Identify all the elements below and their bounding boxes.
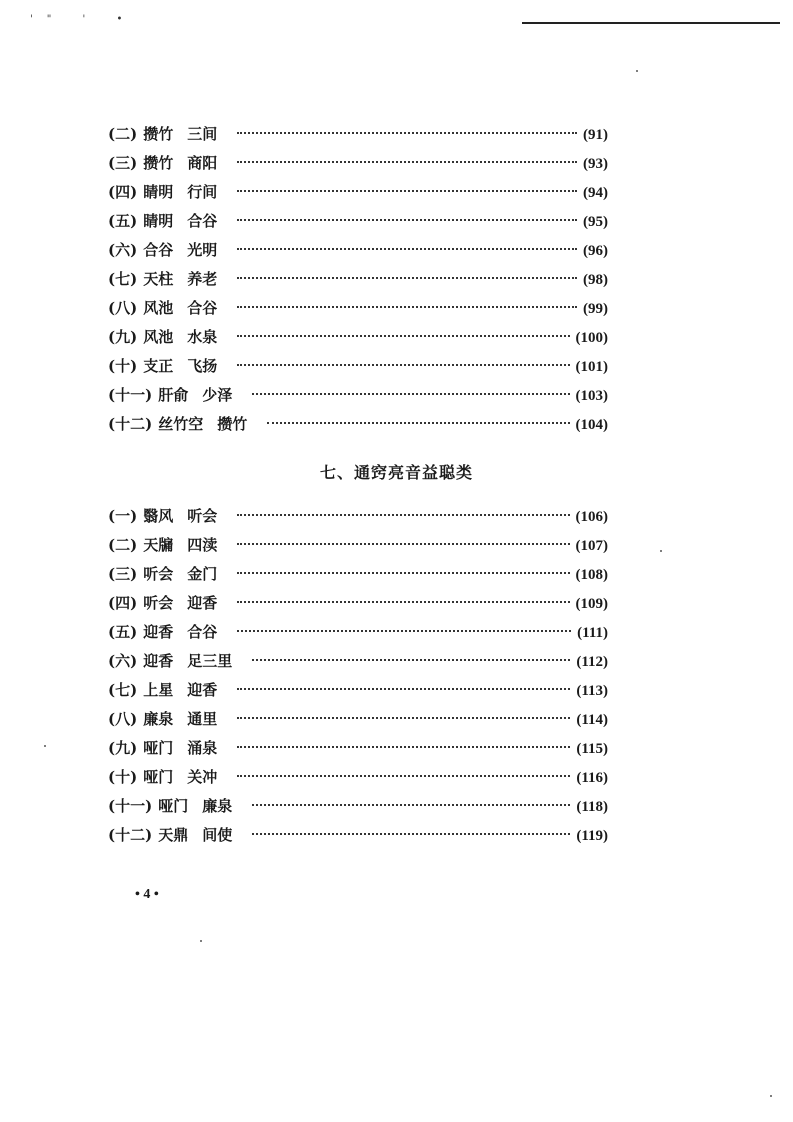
toc-entry-page: (91) (583, 127, 608, 143)
acupoint-name: 哑门 (143, 768, 174, 786)
toc-entry-number: (二) (108, 125, 138, 143)
toc-entry-points (143, 149, 231, 178)
toc-entry-page: (118) (576, 799, 608, 815)
acupoint-name: 金门 (187, 565, 218, 583)
toc-entry-page: (96) (583, 243, 608, 259)
dot-leader (237, 514, 569, 516)
acupoint-name: 哑门 (143, 739, 174, 757)
acupoint-name: 迎香 (187, 681, 218, 699)
toc-entry-page: (98) (583, 272, 608, 288)
toc-entry-page: (93) (583, 156, 608, 172)
acupoint-name: 迎香 (143, 652, 174, 670)
toc-entry (108, 352, 608, 381)
toc-entry-points (143, 531, 231, 560)
acupoint-name: 商阳 (187, 154, 218, 172)
dot-leader (237, 630, 571, 632)
toc-entry-points (143, 207, 231, 236)
acupoint-name: 风池 (143, 328, 174, 346)
acupoint-name: 少泽 (202, 386, 233, 404)
scan-speck (660, 550, 662, 552)
acupoint-name: 天牖 (143, 536, 174, 554)
toc-entry-page: (101) (575, 359, 608, 375)
toc-entry-number: (八) (108, 299, 138, 317)
toc-entry-number: (六) (108, 241, 138, 259)
acupoint-name: 迎香 (187, 594, 218, 612)
toc-entry (108, 381, 608, 410)
dot-leader (237, 572, 569, 574)
toc-entry-page: (103) (575, 388, 608, 404)
toc-entry-number: (十二) (108, 826, 153, 844)
toc-entry-number: (四) (108, 183, 138, 201)
toc-entry-number: (六) (108, 652, 138, 670)
toc-entry-page: (111) (577, 625, 608, 641)
acupoint-name: 飞扬 (187, 357, 218, 375)
acupoint-name: 间使 (202, 826, 233, 844)
acupoint-name: 肝俞 (158, 386, 189, 404)
page-number: • 4 • (135, 887, 159, 902)
dot-leader (237, 688, 570, 690)
acupoint-name: 天鼎 (158, 826, 189, 844)
toc-entry-page: (104) (575, 417, 608, 433)
scan-speck (770, 1095, 772, 1097)
toc-entry-number: (七) (108, 681, 138, 699)
acupoint-name: 光明 (187, 241, 218, 259)
toc-entry-page: (113) (576, 683, 608, 699)
dot-leader (237, 190, 577, 192)
acupoint-name: 听会 (143, 565, 174, 583)
acupoint-name: 合谷 (187, 299, 218, 317)
toc-entry (108, 236, 608, 265)
acupoint-name: 攒竹 (217, 415, 248, 433)
toc-entry (108, 265, 608, 294)
toc-entry (108, 821, 608, 850)
acupoint-name: 攒竹 (143, 125, 174, 143)
toc-entry (108, 792, 608, 821)
toc-entry (108, 410, 608, 439)
toc-entry-points (143, 618, 231, 647)
toc-entry-page: (95) (583, 214, 608, 230)
acupoint-name: 涌泉 (187, 739, 218, 757)
acupoint-name: 睛明 (143, 183, 174, 201)
acupoint-name: 合谷 (143, 241, 174, 259)
acupoint-name: 翳风 (143, 507, 174, 525)
toc-entry-number: (二) (108, 536, 138, 554)
toc-entry-number: (四) (108, 594, 138, 612)
toc-entry-points (158, 410, 261, 439)
section-title: 七、通窍亮音益聪类 (319, 463, 473, 482)
scan-speck (200, 940, 202, 942)
toc-entry-points (158, 381, 246, 410)
dot-leader (237, 248, 577, 250)
toc-entry (108, 589, 608, 618)
acupoint-name: 关冲 (187, 768, 218, 786)
toc-entry-page: (115) (576, 741, 608, 757)
toc-entry (108, 120, 608, 149)
scan-speck (44, 745, 46, 747)
dot-leader (237, 775, 570, 777)
toc-entry-points (143, 734, 231, 763)
dot-leader (237, 132, 577, 134)
toc-entry-points (143, 120, 231, 149)
toc-entry-page: (100) (575, 330, 608, 346)
toc-entry-points (143, 502, 231, 531)
toc-entry-number: (十) (108, 357, 138, 375)
toc-entry-points (143, 647, 246, 676)
scan-marks: '" ' • (30, 14, 137, 25)
dot-leader (237, 161, 577, 163)
toc-entry-number: (九) (108, 739, 138, 757)
toc-entry-points (143, 763, 231, 792)
toc-entry-page: (106) (575, 509, 608, 525)
toc-entry-points (143, 560, 231, 589)
toc-entry (108, 531, 608, 560)
toc-entry-number: (九) (108, 328, 138, 346)
toc-entry-points (143, 178, 231, 207)
toc-entry (108, 676, 608, 705)
header-rule (522, 22, 780, 24)
toc-entry-number: (一) (108, 507, 138, 525)
acupoint-name: 支正 (143, 357, 174, 375)
acupoint-name: 迎香 (143, 623, 174, 641)
toc-entry-number: (五) (108, 623, 138, 641)
acupoint-name: 哑门 (158, 797, 189, 815)
toc-entry-page: (107) (575, 538, 608, 554)
toc-entry (108, 560, 608, 589)
acupoint-name: 合谷 (187, 623, 218, 641)
dot-leader (237, 335, 569, 337)
dot-leader (237, 543, 569, 545)
toc-entry (108, 618, 608, 647)
toc-entry-points (143, 265, 231, 294)
toc-entry-points (143, 236, 231, 265)
toc-entry-points (143, 352, 231, 381)
toc-entry-page: (99) (583, 301, 608, 317)
toc-entry-number: (五) (108, 212, 138, 230)
acupoint-name: 三间 (187, 125, 218, 143)
toc-entry (108, 207, 608, 236)
toc-entry (108, 323, 608, 352)
acupoint-name: 通里 (187, 710, 218, 728)
toc-entry-number: (三) (108, 565, 138, 583)
toc-entry (108, 294, 608, 323)
dot-leader (237, 277, 577, 279)
acupoint-name: 足三里 (187, 652, 233, 670)
toc-entry-points (143, 705, 231, 734)
toc-entry-number: (十) (108, 768, 138, 786)
acupoint-name: 四渎 (187, 536, 218, 554)
toc-entry-page: (116) (576, 770, 608, 786)
dot-leader (237, 364, 569, 366)
dot-leader (237, 717, 570, 719)
toc-list-section7 (108, 502, 608, 850)
toc-entry-number: (三) (108, 154, 138, 172)
toc-entry-number: (八) (108, 710, 138, 728)
acupoint-name: 廉泉 (202, 797, 233, 815)
toc-entry (108, 502, 608, 531)
acupoint-name: 水泉 (187, 328, 218, 346)
toc-entry-page: (112) (576, 654, 608, 670)
acupoint-name: 廉泉 (143, 710, 174, 728)
dot-leader (267, 422, 569, 424)
toc-entry (108, 149, 608, 178)
dot-leader (237, 746, 570, 748)
toc-entry (108, 705, 608, 734)
acupoint-name: 养老 (187, 270, 218, 288)
acupoint-name: 行间 (187, 183, 218, 201)
acupoint-name: 丝竹空 (158, 415, 204, 433)
acupoint-name: 攒竹 (143, 154, 174, 172)
acupoint-name: 睛明 (143, 212, 174, 230)
acupoint-name: 风池 (143, 299, 174, 317)
toc-entry-page: (108) (575, 567, 608, 583)
toc-entry (108, 734, 608, 763)
toc-entry-points (143, 589, 231, 618)
toc-entry-points (158, 821, 246, 850)
dot-leader (252, 804, 570, 806)
toc-entry-page: (109) (575, 596, 608, 612)
toc-entry-points (143, 676, 231, 705)
acupoint-name: 合谷 (187, 212, 218, 230)
toc-entry (108, 178, 608, 207)
dot-leader (252, 393, 569, 395)
toc-entry (108, 647, 608, 676)
toc-entry-number: (十一) (108, 797, 153, 815)
dot-leader (252, 833, 570, 835)
toc-entry-page: (119) (576, 828, 608, 844)
acupoint-name: 天柱 (143, 270, 174, 288)
toc-entry-page: (114) (576, 712, 608, 728)
acupoint-name: 听会 (143, 594, 174, 612)
dot-leader (252, 659, 570, 661)
toc-entry-points (143, 323, 231, 352)
toc-entry-points (158, 792, 246, 821)
toc-list-group1 (108, 120, 608, 439)
acupoint-name: 听会 (187, 507, 218, 525)
toc-entry-points (143, 294, 231, 323)
scan-speck (636, 70, 638, 72)
toc-entry-number: (七) (108, 270, 138, 288)
toc-entry-number: (十二) (108, 415, 153, 433)
toc-entry-page: (94) (583, 185, 608, 201)
toc-entry (108, 763, 608, 792)
acupoint-name: 上星 (143, 681, 174, 699)
dot-leader (237, 601, 569, 603)
dot-leader (237, 306, 577, 308)
toc-entry-number: (十一) (108, 386, 153, 404)
dot-leader (237, 219, 577, 221)
